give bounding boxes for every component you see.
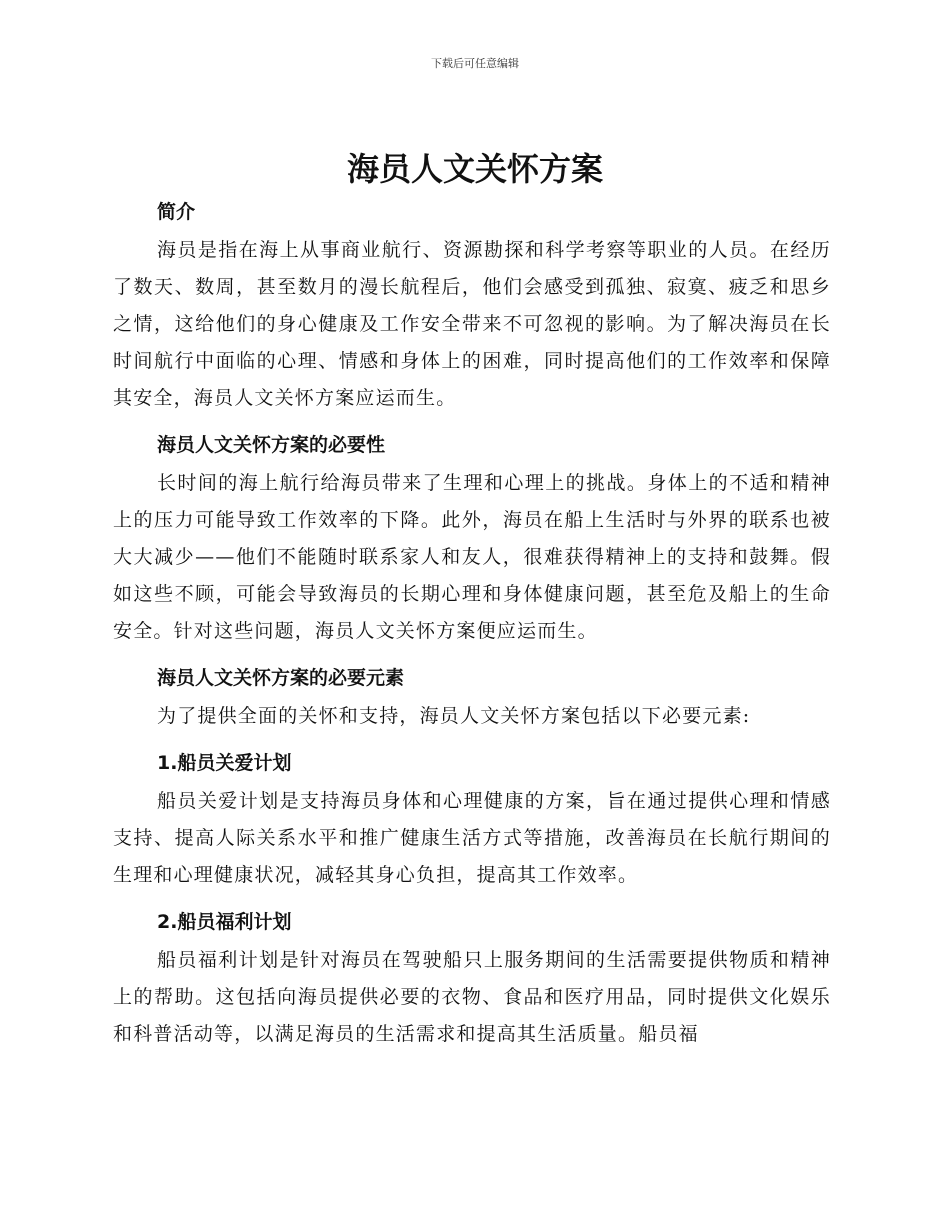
section-heading-welfare-plan: 2.船员福利计划 [157, 911, 292, 933]
section-heading-care-plan: 1.船员关爱计划 [157, 752, 292, 774]
section-heading-elements: 海员人文关怀方案的必要元素 [157, 667, 405, 689]
section-heading-necessity: 海员人文关怀方案的必要性 [157, 434, 386, 456]
section-heading-intro: 简介 [157, 201, 196, 223]
document-title: 海员人文关怀方案 [346, 150, 603, 188]
paragraph-elements: 为了提供全面的关怀和支持，海员人文关怀方案包括以下必要元素: [157, 705, 751, 727]
paragraph-care-plan: 船员关爱计划是支持海员身体和心理健康的方案，旨在通过提供心理和情感支持、提高人际关系水平和推广健康生活方式等措施，改善海员在长航行期间的生理和心理健康状况，减轻其身心负担，提高其工作效率。 [113, 790, 831, 886]
page-header-note: 下载后可任意编辑 [431, 57, 519, 70]
document-body [113, 192, 831, 1061]
paragraph-welfare-plan: 船员福利计划是针对海员在驾驶船只上服务期间的生活需要提供物质和精神上的帮助。这包括向海员提供必要的衣物、食品和医疗用品，同时提供文化娱乐和科普活动等，以满足海员的生活需求和提高其生活质量。船员福 [113, 949, 831, 1045]
paragraph-necessity: 长时间的海上航行给海员带来了生理和心理上的挑战。身体上的不适和精神上的压力可能导致工作效率的下降。此外，海员在船上生活时与外界的联系也被大大减少——他们不能随时联系家人和友人，很难获得精神上的支持和鼓舞。假如这些不顾，可能会导致海员的长期心理和身体健康问题，甚至危及船上的生命安全。针对这些问题，海员人文关怀方案便应运而生。 [113, 472, 831, 642]
paragraph-intro: 海员是指在海上从事商业航行、资源勘探和科学考察等职业的人员。在经历了数天、数周，甚至数月的漫长航程后，他们会感受到孤独、寂寞、疲乏和思乡之情，这给他们的身心健康及工作安全带来不可忽视的影响。为了解决海员在长时间航行中面临的心理、情感和身体上的困难，同时提高他们的工作效率和保障其安全，海员人文关怀方案应运而生。 [113, 239, 831, 409]
